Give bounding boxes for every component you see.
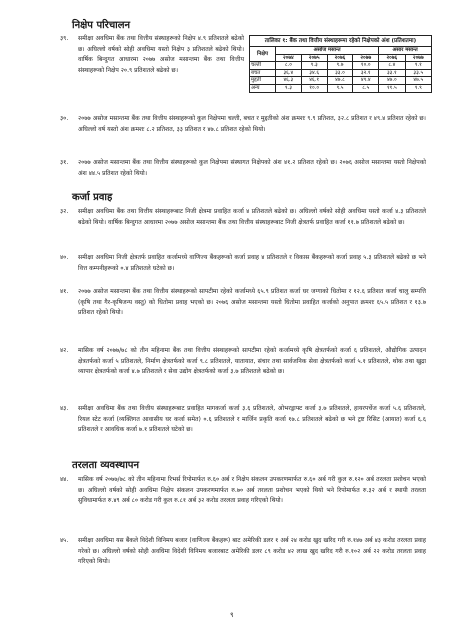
paragraph-number: ३१. <box>60 159 69 166</box>
page-number: ९ <box>230 611 234 619</box>
table-cell: ८.० <box>275 62 301 70</box>
paragraph-43 <box>60 404 426 436</box>
table-cell: ४६.३ <box>275 77 301 85</box>
paragraph-text: मासिक वर्ष २०७७/७८ को तीन महिनामा रिभर्स रिपोमार्फत रु.६० अर्ब र निक्षेप संकलन उपकरणमार्फत रु.६० अर्ब गरी कुल रु.१२० अर्ब तरलता प्रशोचन भएको छ। अघिल्लो वर्षको सोही अवधिमा निक्षेप संकलन उपकरणमार्फत रु.७० अर्ब तरलता प्रशोचन भएको थियो भने रिपोमार्फत रु.३२ अर्ब र स्थायी तरलता सुविधामार्फत रु.४९ अर्ब ८० करोड गरी कुल रु.८१ अर्ब ३२ करोड तरलता प्रवाह गरिएको थियो। <box>78 476 426 504</box>
table-cell: ३४.६ <box>301 69 327 77</box>
table-row <box>250 77 432 85</box>
table-cell: ९.१ <box>405 62 431 70</box>
table-cell: ४६.१ <box>301 77 327 85</box>
paragraph-number: ४४. <box>60 476 69 483</box>
table-row <box>250 69 432 77</box>
paragraph-text: समीक्षा अवधिमा बैंक तथा वित्तीय संस्थाहरूबाट प्रवाहित मागकर्जा कर्जा ३.६ प्रतिशतले, ओभरड्राफ्ट कर्जा ३.७ प्रतिशतले, हायरपर्चेज कर्जा ५.६ प्रतिशतले, रियल स्टेट कर्जा (व्यक्तिगत आवासीय घर कर्जा समेत) ०.६ प्रतिशतले र मार्जिन प्रकृति कर्जा १७.८ प्रतिशतले बढेको छ भने ट्रष्ट रिसिट (आयात) कर्जा ६.६ प्रतिशतले र आवधिक कर्जा ७.१ प्रतिशतले घटेको छ। <box>78 405 426 433</box>
table-cell: ११.५ <box>379 84 405 92</box>
table-cell: ३६.४ <box>275 69 301 77</box>
paragraph-text: २०७७ असोज मसान्तमा बैंक तथा वित्तीय संस्थाहरूको सापटीमा रहेको कर्जामध्ये ६५.९ प्रतिशत कर्जा घर जग्गाको धितोमा र १२.६ प्रतिशत कर्जा चालु सम्पत्ति (कृषि तथा गैर-कृषिजन्य वस्तु) को धितोमा प्रवाह भएको छ। २०७६ असोज मसान्तमा यस्तो धितोमा प्रवाहित कर्जाको अनुपात क्रमशः ६५.५ प्रतिशत र १३.७ प्रतिशत रहेको थियो। <box>78 288 426 316</box>
table-row-label: अन्य <box>250 84 276 92</box>
table-col-header: २०७६ <box>379 54 405 62</box>
paragraph-44 <box>60 475 426 507</box>
paragraph-text: समीक्षा अवधिमा निजी क्षेत्रतर्फ प्रवाहित कर्जामध्ये वाणिज्य बैंकहरूको कर्जा प्रवाह ४ प्रतिशतले र विकास बैंकहरूको कर्जा प्रवाह ५.३ प्रतिशतले बढेको छ भने वित्त कम्पनीहरूको ०.४ प्रतिशतले घटेको छ। <box>78 254 426 272</box>
paragraph-45 <box>60 536 426 568</box>
paragraph-number: ४१. <box>60 288 69 295</box>
table-cell: ९.५ <box>327 84 353 92</box>
table-row-label: मुद्दती <box>250 77 276 85</box>
table-cell: ४७.५ <box>405 77 431 85</box>
paragraph-number: ३२. <box>60 208 69 215</box>
table-grid <box>249 46 432 93</box>
table-col-header: २०७६ <box>327 54 353 62</box>
paragraph-31 <box>60 158 426 179</box>
table-cell: ८.५ <box>353 84 379 92</box>
paragraph-30 <box>60 114 426 135</box>
table-row <box>250 84 432 92</box>
paragraph-number: ४२. <box>60 347 69 354</box>
table-row-label: बचत <box>250 69 276 77</box>
table-row <box>250 62 432 70</box>
table-cell: ३२.१ <box>353 69 379 77</box>
section-title-credit-flow: कर्जा प्रवाह <box>72 192 113 203</box>
table-cell: ४९.४ <box>353 77 379 85</box>
paragraph-number: ३०. <box>60 115 69 122</box>
table-header-asoj: असोज मसान्त <box>275 47 378 55</box>
paragraph-number: ४०. <box>60 254 69 261</box>
table-row-label: चल्ती <box>250 62 276 70</box>
paragraph-32 <box>60 207 426 228</box>
table-cell: ३३.५ <box>405 69 431 77</box>
paragraph-text: २०७७ असोज मसान्तमा बैंक तथा वित्तीय संस्थाहरूको कुल निक्षेपमा संस्थागत निक्षेपको अंश ४१.२ प्रतिशत रहेको छ। २०७६ असोज मसान्तमा यस्तो निक्षेपको अंश ४४.५ प्रतिशत रहेको थियो। <box>78 159 426 177</box>
table-title: तालिका १: बैंक तथा वित्तीय संस्थाहरूमा रहेको निक्षेपको अंश (प्रतिशतमा) <box>249 35 432 46</box>
table-cell: ९.९ <box>405 84 431 92</box>
deposit-share-table <box>249 35 432 93</box>
table-header-deposit: निक्षेप <box>250 47 276 62</box>
table-cell: १०.० <box>301 84 327 92</box>
table-col-header: २०७७ <box>353 54 379 62</box>
table-col-header: २०७७ <box>405 54 431 62</box>
paragraph-text: समीक्षा अवधिमा बैंक तथा वित्तीय संस्थाहरूबाट निजी क्षेत्रमा प्रवाहित कर्जा ४ प्रतिशतले बढेको छ। अघिल्लो वर्षको सोही अवधिमा यस्तो कर्जा ४.३ प्रतिशतले बढेको थियो। वार्षिक बिन्दुगत आधारमा २०७७ असोज मसान्तमा बैंक तथा वित्तीय संस्थाहरूबाट निजी क्षेत्रतर्फ प्रवाहित कर्जा ११.७ प्रतिशतले बढेको छ। <box>78 208 426 226</box>
table-cell: ४७.८ <box>327 77 353 85</box>
table-header-asar: असार मसान्त <box>379 47 432 55</box>
paragraph-text: २०७७ असोज मसान्तमा बैंक तथा वित्तीय संस्थाहरूको कुल निक्षेपमा चल्ती, बचत र मुद्दतीको अंश क्रमशः ९.९ प्रतिशत, ३२.८ प्रतिशत र ४९.४ प्रतिशत रहेको छ। अघिल्लो वर्ष यस्तो अंश क्रमशः ८.२ प्रतिशत, ३३ प्रतिशत र ४७.८ प्रतिशत रहेको थियो। <box>78 115 426 133</box>
paragraph-number: ३९. <box>60 35 69 42</box>
table-cell: ९.७ <box>327 62 353 70</box>
paragraph-40 <box>60 253 426 274</box>
paragraph-text: समीक्षा अवधिमा बैंक तथा वित्तीय संस्थाहरूको निक्षेप ४.९ प्रतिशतले बढेको छ। अघिल्लो वर्षको सोही अवधिमा यस्तो निक्षेप ३ प्रतिशतले बढेको थियो। वार्षिक बिन्दुगत आधारमा २०७७ असोज मसान्तमा बैंक तथा वित्तीय संस्थाहरूको निक्षेप २०.९ प्रतिशतले बढेको छ। <box>78 35 244 74</box>
table-cell: ९.३ <box>301 62 327 70</box>
table-cell: ३३.० <box>327 69 353 77</box>
paragraph-number: ४३. <box>60 405 69 412</box>
paragraph-39 <box>60 34 244 76</box>
table-cell: ९.३ <box>275 84 301 92</box>
paragraph-text: समीक्षा अवधिमा यस बैंकले विदेशी विनिमय बजार (वाणिज्य बैंकहरू) बाट अमेरिकी डलर १ अर्ब २४ करोड खुद खरिद गरी रु.१४७ अर्ब ४३ करोड तरलता प्रवाह गरेको छ। अघिल्लो वर्षको सोही अवधिमा विदेशी विनिमय बजारबाट अमेरिकी डलर ८९ करोड ४२ लाख खुद खरिद गरी रु.१०२ अर्ब २२ करोड तरलता प्रवाह गरिएको थियो। <box>78 537 426 565</box>
section-title-liquidity-management: तरलता व्यवस्थापन <box>72 460 140 471</box>
table-cell: १०.० <box>353 62 379 70</box>
paragraph-text: मासिक वर्ष २०७७/७८ को तीन महिनामा बैंक तथा वित्तीय संस्थाहरूको सापटीमा रहेको कर्जामध्ये कृषि क्षेत्रतर्फको कर्जा ६ प्रतिशतले, औद्योगिक उत्पादन क्षेत्रतर्फको कर्जा ५ प्रतिशतले, निर्माण क्षेत्रतर्फको कर्जा ९.८ प्रतिशतले, यातायात, संचार तथा सार्वजनिक सेवा क्षेत्रतर्फको कर्जा ५.१ प्रतिशतले, थोक तथा खुद्रा व्यापार क्षेत्रतर्फको कर्जा ४.७ प्रतिशतले र सेवा उद्योग क्षेत्रतर्फको कर्जा ३.७ प्रतिशतले बढेको छ। <box>78 347 426 375</box>
paragraph-number: ४५. <box>60 537 69 544</box>
table-cell: ८.४ <box>379 62 405 70</box>
table-cell: ३३.१ <box>379 69 405 77</box>
section-title-deposit-mobilization: निक्षेप परिचालन <box>72 20 131 31</box>
table-col-header: २०७४ <box>275 54 301 62</box>
paragraph-42 <box>60 346 426 378</box>
table-col-header: २०७५ <box>301 54 327 62</box>
paragraph-41 <box>60 287 426 319</box>
table-cell: ४७.० <box>379 77 405 85</box>
